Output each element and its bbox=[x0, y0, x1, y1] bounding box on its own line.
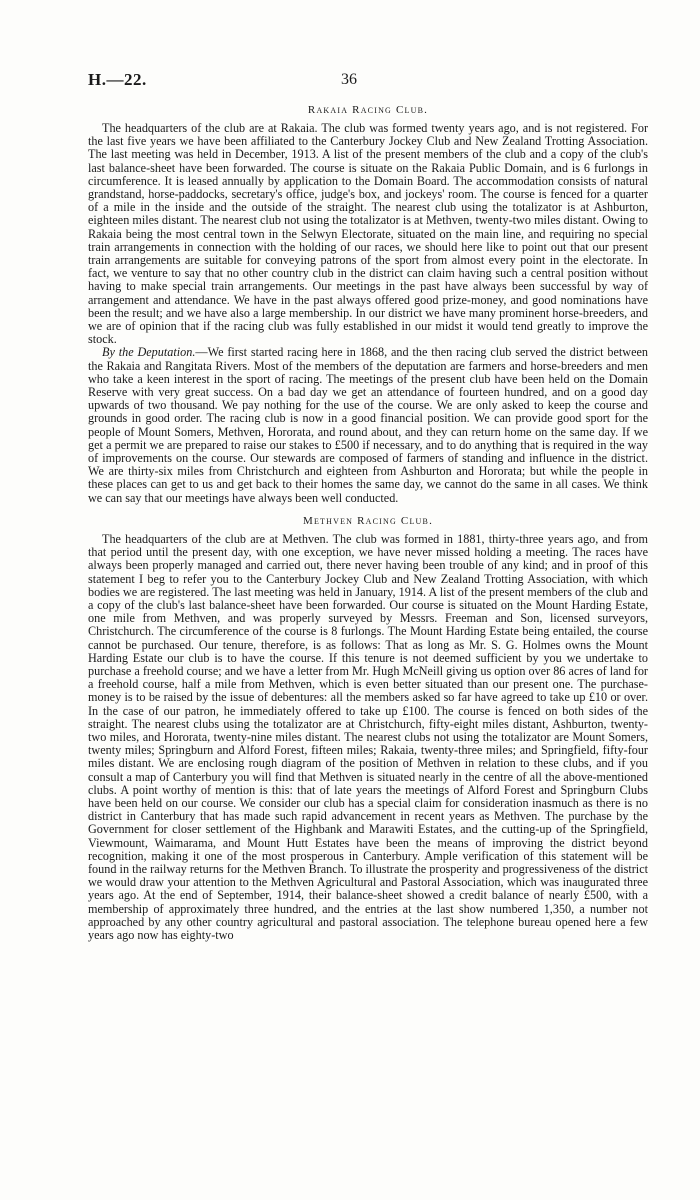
methven-paragraph-1: The headquarters of the club are at Methven. The club was formed in 1881, thirty-three years ago, and from that period until the present day, with one exception, we have never missed holding a meeting. The races have always been properly managed and carried out, there never having been trouble of any kind; and in proof of this statement I beg to refer you to the Canterbury Jockey Club and New Zealand Trotting Association, with which bodies we are registered. The last meeting was held in January, 1914. A list of the present members of the club and a copy of the club's last balance-sheet have been forwarded. Our course is situated on the Mount Harding Estate, one mile from Methven, and was properly surveyed by Messrs. Freeman and Son, licensed surveyors, Christchurch. The circumference of the course is 8 furlongs. The Mount Harding Estate being entailed, the course cannot be purchased. Our tenure, therefore, is as follows: That as long as Mr. S. G. Holmes owns the Mount Harding Estate our club is to have the course. If this tenure is not deemed sufficient by you we undertake to purchase a freehold course; and we have a letter from Mr. Hugh McNeill giving us option over 86 acres of land for a freehold course, half a mile from Methven, which is even better situated than our present one. The purchase-money is to be raised by the issue of debentures: all the members asked so far have agreed to take up £10 or over. In the case of our patron, he immediately offered to take up £100. The course is fenced on both sides of the straight. The nearest clubs using the totalizator are at Christchurch, fifty-eight miles distant, Ashburton, twenty-two miles, and Hororata, twenty-nine miles distant. The nearest clubs not using the totalizator are Mount Somers, twenty miles; Springburn and Alford Forest, fifteen miles; Rakaia, twenty-three miles; and Springfield, fifty-four miles distant. We are enclosing rough diagram of the position of Methven in relation to these clubs, and if you consult a map of Canterbury you will find that Methven is situated nearly in the centre of all the above-mentioned clubs. A point worthy of mention is this: that of late years the meetings of Alford Forest and Springburn Clubs have been held on our course. We consider our club has a special claim for consideration inasmuch as there is no district in Canterbury that has made such rapid advancement in recent years as Methven. The purchase by the Government for closer settlement of the Highbank and Marawiti Estates, and the cutting-up of the Springfield, Viewmount, Waimarama, and Mount Hutt Estates have been the means of improving the district beyond recognition, making it one of the most prosperous in Canterbury. Ample verification of this statement will be found in the railway returns for the Methven Branch. To illustrate the prosperity and progressiveness of the district we would draw your attention to the Methven Agricultural and Pastoral Association, which was inaugurated three years ago. At the end of September, 1914, their balance-sheet showed a credit balance of nearly £500, with a membership of approximately three hundred, and the entries at the last show numbered 1,350, a number not approached by any other country agricultural and pastoral association. The telephone bureau opened here a few years ago now has eighty-two bbox=[88, 531, 648, 942]
section-heading-methven: Methven Racing Club. bbox=[302, 514, 434, 527]
deputation-label: By the Deputation. bbox=[102, 345, 196, 360]
section-heading-rakaia: Rakaia Racing Club. bbox=[307, 104, 429, 116]
page-header bbox=[88, 70, 648, 94]
body-text bbox=[88, 104, 648, 942]
deputation-text: —We first started racing here in 1868, and the then racing club served the district between the Rakaia and Rangitata Rivers. Most of the members of the deputation are farmers and horse-breeders and men who take a keen interest in the sport of racing. The meetings of the present club have been held on the Domain Reserve with very great success. On a bad day we get an attendance of fourteen hundred, and on a good day upwards of two thousand. We pay nothing for the use of the course. We are only asked to keep the course and grounds in good order. The racing club is now in a good financial position. We can provide good sport for the people of Mount Somers, Methven, Hororata, and round about, and they can return home on the same day. If we get a permit we are prepared to raise our stakes to £500 if necessary, and to do anything that is required in the way of improvements on the course. Our stewards are composed of farmers of standing and influence in the district. We are thirty-six miles from Christchurch and eighteen from Ashburton and Hororata; but while the people in these places can get to us and get back to their homes the same day, we cannot do the same in all cases. We think we can say that our meetings have always been well conducted. bbox=[88, 345, 648, 505]
page-number: 36 bbox=[341, 71, 357, 88]
rakaia-paragraph-1: The headquarters of the club are at Rakaia. The club was formed twenty years ago, and is not registered. For the last five years we have been affiliated to the Canterbury Jockey Club and New Zealand Trotting Association. The last meeting was held in December, 1913. A list of the present members of the club and a copy of the club's last balance-sheet have been forwarded. The course is situate on the Rakaia Public Domain, and is 6 furlongs in circumference. It is leased annually by application to the Domain Board. The accommodation consists of natural grandstand, horse-paddocks, secretary's office, judge's box, and jockeys' room. The course is fenced for a quarter of a mile in the inside and the outside of the straight. The nearest club using the totalizator is at Ashburton, eighteen miles distant. The nearest club not using the totalizator is at Methven, twenty-two miles distant. Owing to Rakaia being the most central town in the Selwyn Electorate, situated on the main line, and requiring no special train arrangements in connection with the holding of our races, we should here like to point out that our present train arrangements are suitable for conveying patrons of the sport from almost every point in the electorate. In fact, we venture to say that no other country club in the district can claim having such a central position without having to make special train arrangements. Our meetings in the past have always been successful by way of arrangement and attendance. We have in the past always offered good prize-money, and good nominations have been the result; and we have also a large membership. In our district we have many prominent horse-breeders, and we are of opinion that if the racing club was fully established in our midst it would tend greatly to improve the stock. bbox=[88, 121, 648, 347]
document-reference: H.—22. bbox=[88, 70, 147, 89]
rakaia-paragraph-2 bbox=[88, 346, 648, 504]
